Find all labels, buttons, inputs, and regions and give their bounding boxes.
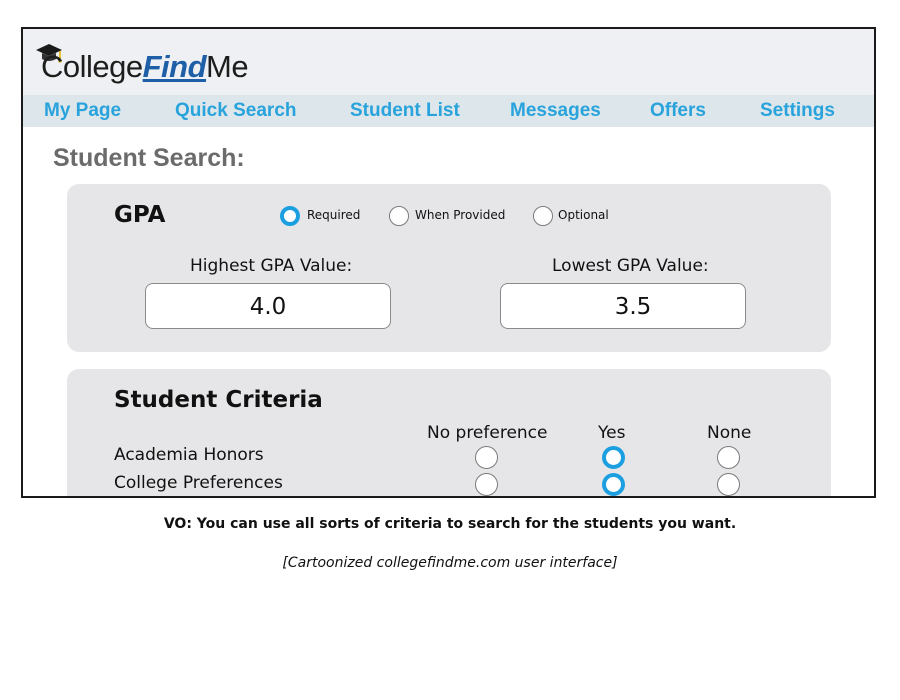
- nav-bar: [23, 95, 874, 127]
- college-preferences-no-preference-radio[interactable]: [475, 473, 498, 496]
- production-note-caption: [Cartoonized collegefindme.com user interface]: [282, 555, 618, 571]
- college-preferences-none-radio[interactable]: [717, 473, 740, 496]
- nav-quick-search[interactable]: Quick Search: [175, 100, 297, 121]
- col-none: None: [707, 423, 752, 443]
- nav-student-list[interactable]: Student List: [350, 100, 460, 121]
- criteria-title: Student Criteria: [114, 387, 323, 413]
- voiceover-caption: VO: You can use all sorts of criteria to search for the students you want.: [163, 516, 737, 532]
- app-window: [21, 27, 876, 498]
- academia-honors-yes-radio[interactable]: [602, 446, 625, 469]
- nav-settings[interactable]: Settings: [760, 100, 835, 121]
- page-title: Student Search:: [53, 144, 245, 172]
- logo-college: College: [41, 49, 143, 84]
- gpa-optional-radio[interactable]: [533, 206, 553, 226]
- lowest-gpa-input[interactable]: 3.5: [500, 283, 746, 329]
- nav-offers[interactable]: Offers: [650, 100, 706, 121]
- gpa-title: GPA: [114, 202, 166, 228]
- gpa-required-label: Required: [307, 208, 361, 222]
- row-academia-honors-label: Academia Honors: [114, 445, 264, 465]
- logo-me: Me: [206, 49, 249, 84]
- row-college-preferences-label: College Preferences: [114, 473, 283, 493]
- col-no-preference: No preference: [427, 423, 548, 443]
- gpa-when-provided-label: When Provided: [415, 208, 506, 222]
- gpa-optional-label: Optional: [558, 208, 609, 222]
- gpa-when-provided-radio[interactable]: [389, 206, 409, 226]
- col-yes: Yes: [598, 423, 626, 443]
- gpa-required-radio[interactable]: [280, 206, 300, 226]
- lowest-gpa-label: Lowest GPA Value:: [552, 256, 709, 276]
- nav-my-page[interactable]: My Page: [44, 100, 122, 121]
- gpa-panel: [67, 184, 831, 352]
- header: [23, 29, 874, 95]
- nav-messages[interactable]: Messages: [510, 100, 601, 121]
- academia-honors-none-radio[interactable]: [717, 446, 740, 469]
- highest-gpa-label: Highest GPA Value:: [190, 256, 353, 276]
- logo[interactable]: [41, 49, 248, 85]
- logo-find: Find: [142, 49, 207, 84]
- college-preferences-yes-radio[interactable]: [602, 473, 625, 496]
- highest-gpa-input[interactable]: 4.0: [145, 283, 391, 329]
- academia-honors-no-preference-radio[interactable]: [475, 446, 498, 469]
- student-criteria-panel: [67, 369, 831, 498]
